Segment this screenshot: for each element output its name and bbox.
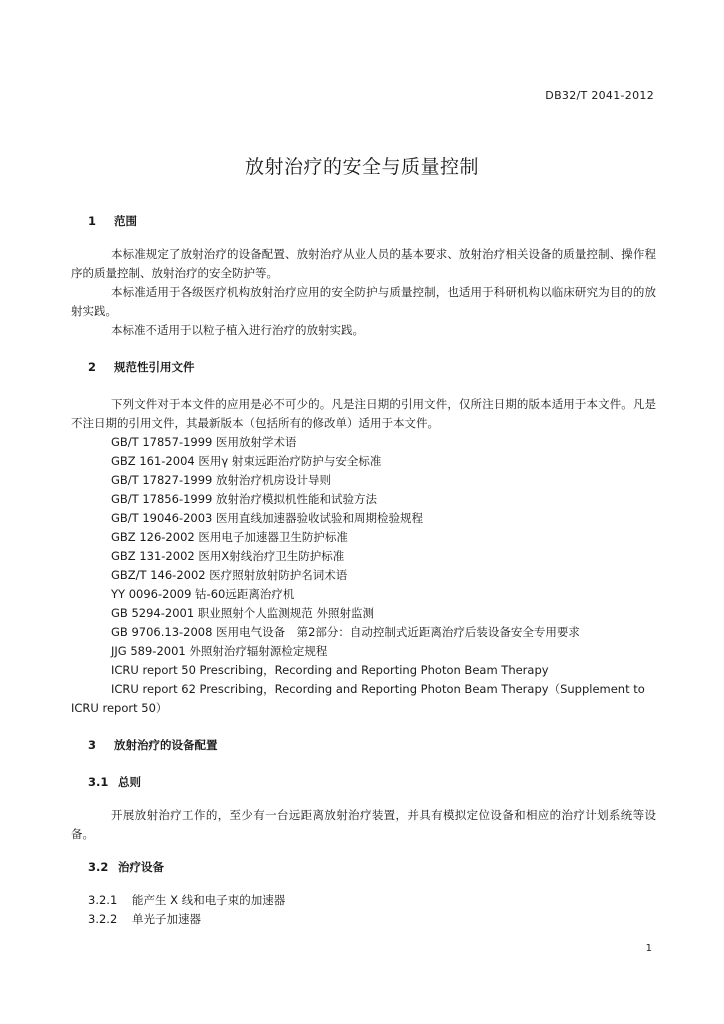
scope-paragraph-2: 本标准适用于各级医疗机构放射治疗应用的安全防护与质量控制，也适用于科研机构以临床研究为目的的放射实践。 — [71, 285, 656, 318]
section-title: 范围 — [114, 214, 137, 228]
equipment-item — [88, 891, 656, 910]
reference-item: GB/T 17856-1999 放射治疗模拟机性能和试验方法 — [111, 492, 378, 506]
section-title: 治疗设备 — [118, 860, 164, 874]
section-title: 规范性引用文件 — [114, 360, 195, 374]
references-intro: 下列文件对于本文件的应用是必不可少的。凡是注日期的引用文件，仅所注日期的版本适用于本文件。凡是不注日期的引用文件，其最新版本（包括所有的修改单）适用于本文件。 — [71, 397, 656, 430]
section-number: 1 — [88, 214, 97, 228]
equipment-item — [88, 910, 656, 929]
page-number: 1 — [645, 943, 652, 954]
document-code: DB32/T 2041-2012 — [545, 89, 654, 102]
document-title: 放射治疗的安全与质量控制 — [244, 156, 479, 178]
section-number: 3.2 — [88, 860, 109, 874]
reference-item: ICRU report 62 Prescribing，Recording and Reporting Photon Beam Therapy（Supplement to ICRU report 50） — [71, 682, 645, 715]
item-text: 单光子加速器 — [132, 912, 201, 926]
item-number: 3.2.2 — [88, 912, 118, 926]
item-number: 3.2.1 — [88, 893, 118, 907]
section-3-1-heading — [88, 773, 656, 792]
section-2-heading — [88, 358, 656, 377]
reference-item: GBZ 126-2002 医用电子加速器卫生防护标准 — [111, 530, 348, 544]
reference-item: GB/T 17827-1999 放射治疗机房设计导则 — [111, 473, 332, 487]
section-3-2-heading — [88, 858, 656, 877]
reference-item: GB 9706.13-2008 医用电气设备 第2部分：自动控制式近距离治疗后装设备安全专用要求 — [111, 625, 580, 639]
section-1-heading — [88, 212, 656, 231]
section-number: 3.1 — [88, 775, 109, 789]
reference-item: GBZ/T 146-2002 医疗照射放射防护名词术语 — [111, 568, 348, 582]
section-number: 3 — [88, 738, 97, 752]
reference-item: GBZ 161-2004 医用γ 射束远距治疗防护与安全标准 — [111, 454, 382, 468]
section-title: 放射治疗的设备配置 — [114, 738, 218, 752]
reference-item: GBZ 131-2002 医用X射线治疗卫生防护标准 — [111, 549, 345, 563]
reference-item: GB/T 19046-2003 医用直线加速器验收试验和周期检验规程 — [111, 511, 424, 525]
reference-item: GB/T 17857-1999 医用放射学术语 — [111, 435, 297, 449]
reference-item: YY 0096-2009 钴-60远距离治疗机 — [111, 587, 295, 601]
scope-paragraph-1: 本标准规定了放射治疗的设备配置、放射治疗从业人员的基本要求、放射治疗相关设备的质量控制、操作程序的质量控制、放射治疗的安全防护等。 — [71, 247, 656, 280]
reference-item: GB 5294-2001 职业照射个人监测规范 外照射监测 — [111, 606, 374, 620]
general-paragraph: 开展放射治疗工作的，至少有一台远距离放射治疗装置，并具有模拟定位设备和相应的治疗计划系统等设备。 — [71, 808, 656, 841]
reference-item: ICRU report 50 Prescribing，Recording and Reporting Photon Beam Therapy — [111, 663, 549, 677]
section-title: 总则 — [118, 775, 141, 789]
item-text: 能产生 X 线和电子束的加速器 — [132, 893, 286, 907]
section-3-heading — [88, 736, 656, 755]
scope-paragraph-3: 本标准不适用于以粒子植入进行治疗的放射实践。 — [111, 323, 364, 337]
reference-item: JJG 589-2001 外照射治疗辐射源检定规程 — [111, 644, 328, 658]
document-body — [71, 212, 656, 929]
section-number: 2 — [88, 360, 97, 374]
reference-list — [71, 433, 656, 718]
